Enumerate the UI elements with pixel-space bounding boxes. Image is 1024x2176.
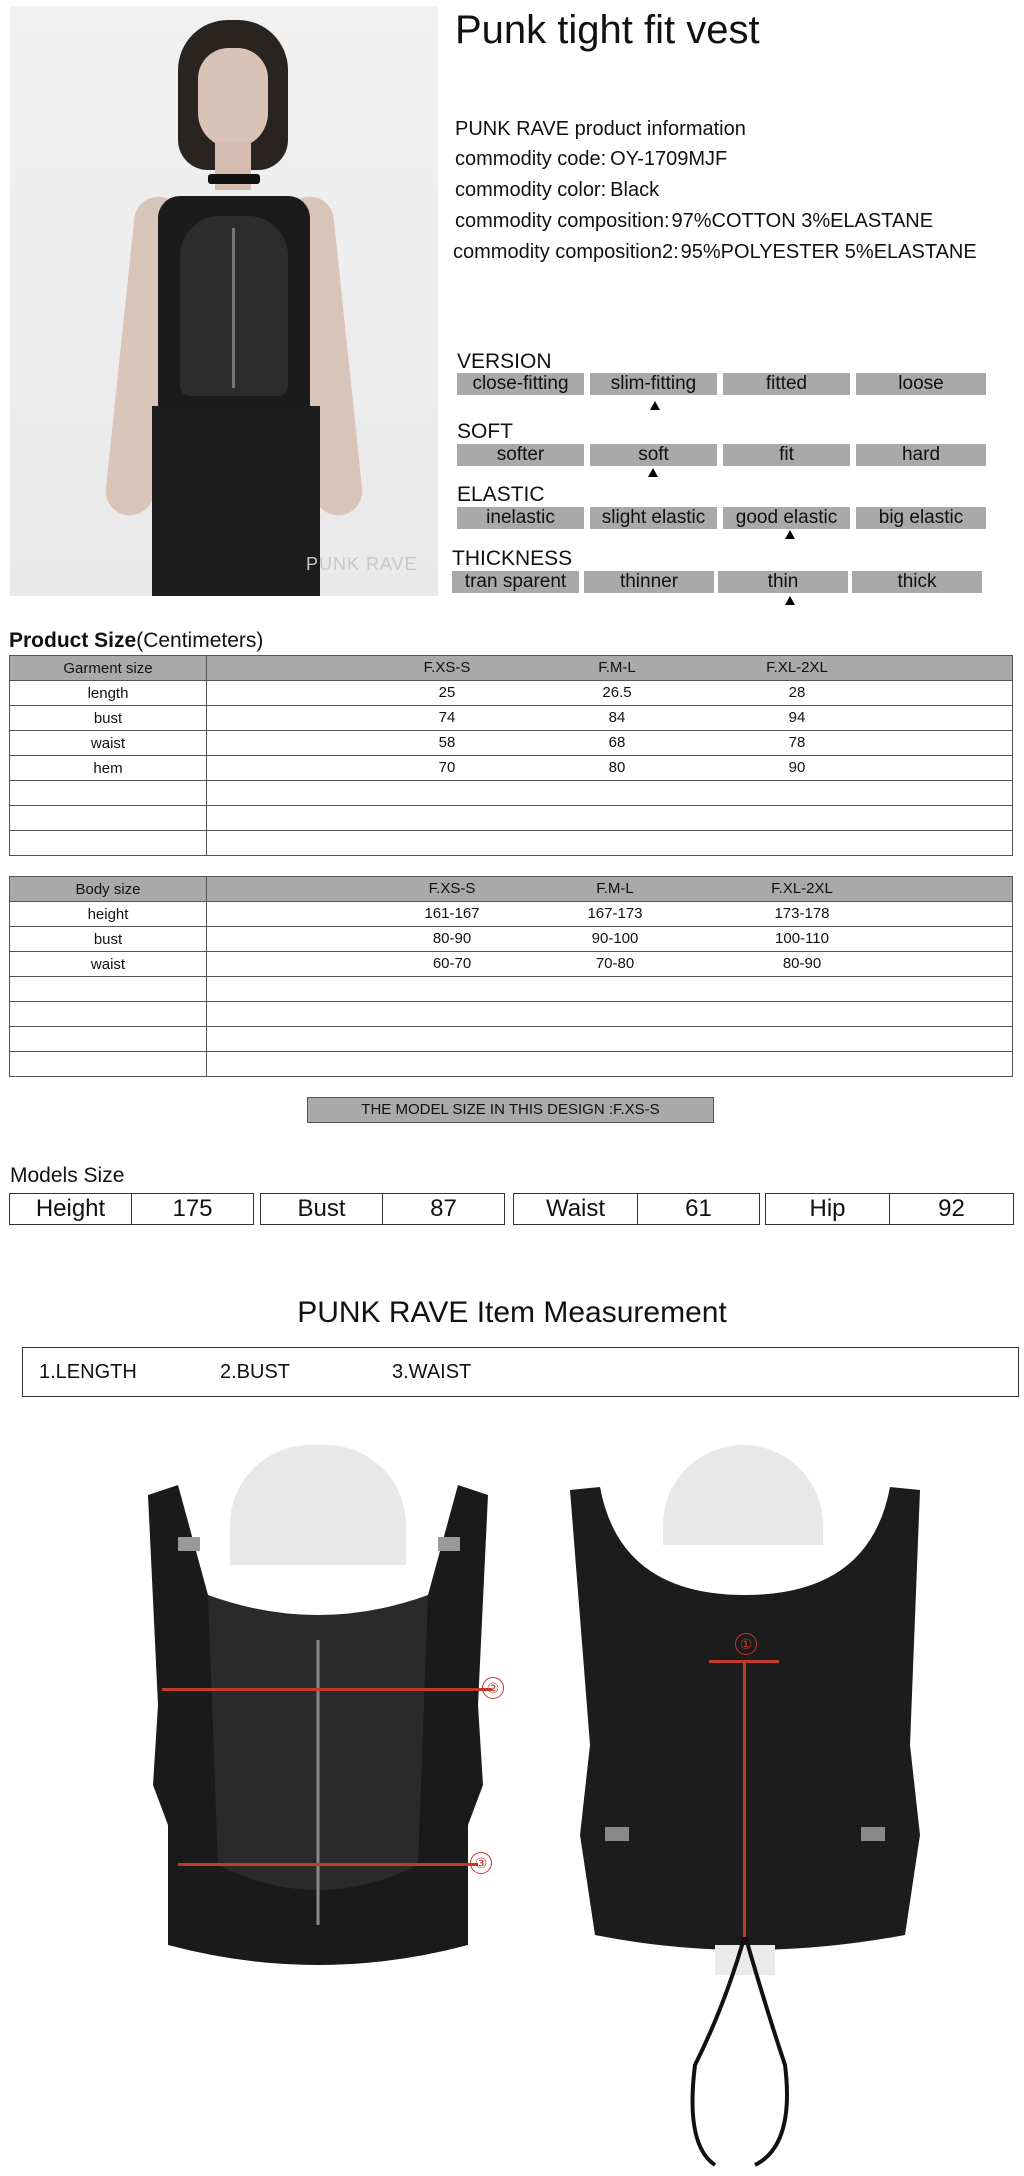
table-cell: 167-173 [587,905,643,922]
thickness-label: THICKNESS [452,547,573,570]
table-row [10,927,1013,952]
model-height-label: Height [10,1194,132,1224]
table-header-cell: Body size [10,877,207,902]
commodity-composition-label: commodity composition: [455,210,670,232]
product-size-table [9,655,1013,856]
table-row [10,706,1013,731]
table-values [207,756,1013,781]
table-row-empty [10,831,1013,856]
table-cell: hem [10,756,207,781]
measurement-item: 2.BUST [220,1361,291,1383]
table-cell: 173-178 [774,905,830,922]
measurement-title: PUNK RAVE Item Measurement [297,1296,727,1329]
commodity-composition2-row [453,241,977,264]
table-cell: 100-110 [775,930,829,947]
table-cell: 78 [788,734,806,751]
bust-marker: ② [482,1677,504,1699]
model-bust-label: Bust [261,1194,383,1224]
table-cell: 25 [438,684,456,701]
vest-front-image [138,1445,498,1985]
table-cell: bust [10,927,207,952]
version-selected-marker [650,401,660,410]
elastic-selected-marker [785,530,795,539]
table-cell: 80-90 [782,955,822,972]
table-cell: 94 [788,709,806,726]
model-waist-value: 61 [685,1195,712,1222]
thickness-option: thinner [584,571,714,593]
table-cell: bust [10,706,207,731]
length-marker: ① [735,1633,757,1655]
commodity-code-label: commodity code: [455,148,607,170]
table-values [207,927,1013,952]
version-scale [0,373,1024,413]
table-row-empty [10,977,1013,1002]
commodity-color-label: commodity color: [455,179,607,201]
product-size-unit: (Centimeters) [136,629,264,652]
thickness-option: tran sparent [452,571,579,593]
table-row-empty [10,1027,1013,1052]
model-size-banner: THE MODEL SIZE IN THIS DESIGN :F.XS-S [307,1097,714,1123]
photo-watermark: PUNK RAVE [306,554,418,574]
bust-measure-line [162,1688,492,1691]
table-cell: length [10,681,207,706]
vest-back-image [565,1445,925,2176]
soft-scale [0,444,1024,484]
product-size-title-bold: Product Size [9,629,137,652]
table-row-empty [10,806,1013,831]
table-header-cell: Garment size [10,656,207,681]
soft-option: hard [856,444,986,466]
models-size-title: Models Size [10,1164,125,1187]
waist-marker: ③ [470,1852,492,1874]
soft-option: fit [723,444,850,466]
elastic-label: ELASTIC [457,483,545,506]
model-hip-box [765,1193,1014,1225]
version-option: loose [856,373,986,395]
table-cell: 80 [608,759,626,776]
commodity-composition-row [455,210,933,233]
table-header-row [10,877,1013,902]
elastic-scale [0,507,1024,547]
commodity-code-row [455,148,727,171]
table-values [207,902,1013,927]
table-cell: 90 [788,759,806,776]
table-header-cell: F.M-L [596,880,634,897]
measurement-item: 3.WAIST [392,1361,472,1383]
table-row [10,952,1013,977]
version-label: VERSION [457,350,552,373]
table-cell: 28 [788,684,806,701]
table-cell: 26.5 [602,684,632,701]
measurement-item: 1.LENGTH [39,1361,137,1383]
table-row [10,731,1013,756]
table-values [207,706,1013,731]
product-size-title [9,629,263,653]
model-bust-box [260,1193,505,1225]
commodity-composition2-value: 95%POLYESTER 5%ELASTANE [680,241,977,263]
thickness-option: thick [852,571,982,593]
commodity-composition-value: 97%COTTON 3%ELASTANE [671,210,934,232]
model-hip-label: Hip [766,1194,890,1224]
table-cell: waist [10,731,207,756]
table-row-empty [10,1052,1013,1077]
model-waist-box [513,1193,760,1225]
length-measure-line [743,1660,746,1937]
table-values [207,681,1013,706]
soft-option: soft [590,444,717,466]
table-values [207,731,1013,756]
model-hip-value: 92 [938,1195,965,1222]
table-values [207,952,1013,977]
table-cell: 68 [608,734,626,751]
table-header-cell: F.XL-2XL [771,880,833,897]
table-cell: height [10,902,207,927]
model-bust-value: 87 [430,1195,457,1222]
table-header-cell: F.XS-S [428,880,476,897]
table-header-cell: F.M-L [598,659,636,676]
measurement-legend [22,1347,1019,1397]
table-cell: waist [10,952,207,977]
elastic-option: good elastic [723,507,850,529]
table-cell: 84 [608,709,626,726]
body-size-table [9,876,1013,1077]
table-cell: 70 [438,759,456,776]
elastic-option: big elastic [856,507,986,529]
table-cell: 70-80 [595,955,635,972]
soft-label: SOFT [457,420,513,443]
commodity-color-value: Black [610,179,660,201]
elastic-option: slight elastic [590,507,717,529]
table-cell: 161-167 [424,905,480,922]
model-height-value: 175 [172,1195,213,1222]
soft-option: softer [457,444,584,466]
table-header-values [207,877,1013,902]
table-cell: 60-70 [432,955,472,972]
table-row-empty [10,781,1013,806]
table-row [10,756,1013,781]
table-row [10,902,1013,927]
table-cell: 74 [438,709,456,726]
elastic-option: inelastic [457,507,584,529]
version-option: slim-fitting [590,373,717,395]
table-row-empty [10,1002,1013,1027]
thickness-option: thin [718,571,848,593]
model-waist-label: Waist [514,1194,638,1224]
table-cell: 80-90 [432,930,472,947]
thickness-scale [0,571,1024,611]
info-heading: PUNK RAVE product information [455,118,746,140]
commodity-composition2-label: commodity composition2: [453,241,679,263]
table-header-values [207,656,1013,681]
thickness-selected-marker [785,596,795,605]
table-cell: 90-100 [591,930,639,947]
table-header-cell: F.XS-S [423,659,471,676]
model-height-box [9,1193,254,1225]
product-title: Punk tight fit vest [455,8,760,52]
table-header-row [10,656,1013,681]
table-row [10,681,1013,706]
waist-measure-line [178,1863,478,1866]
commodity-color-row [455,179,659,202]
version-option: fitted [723,373,850,395]
table-cell: 58 [438,734,456,751]
commodity-code-value: OY-1709MJF [610,148,728,170]
soft-selected-marker [648,468,658,477]
version-option: close-fitting [457,373,584,395]
table-header-cell: F.XL-2XL [766,659,828,676]
